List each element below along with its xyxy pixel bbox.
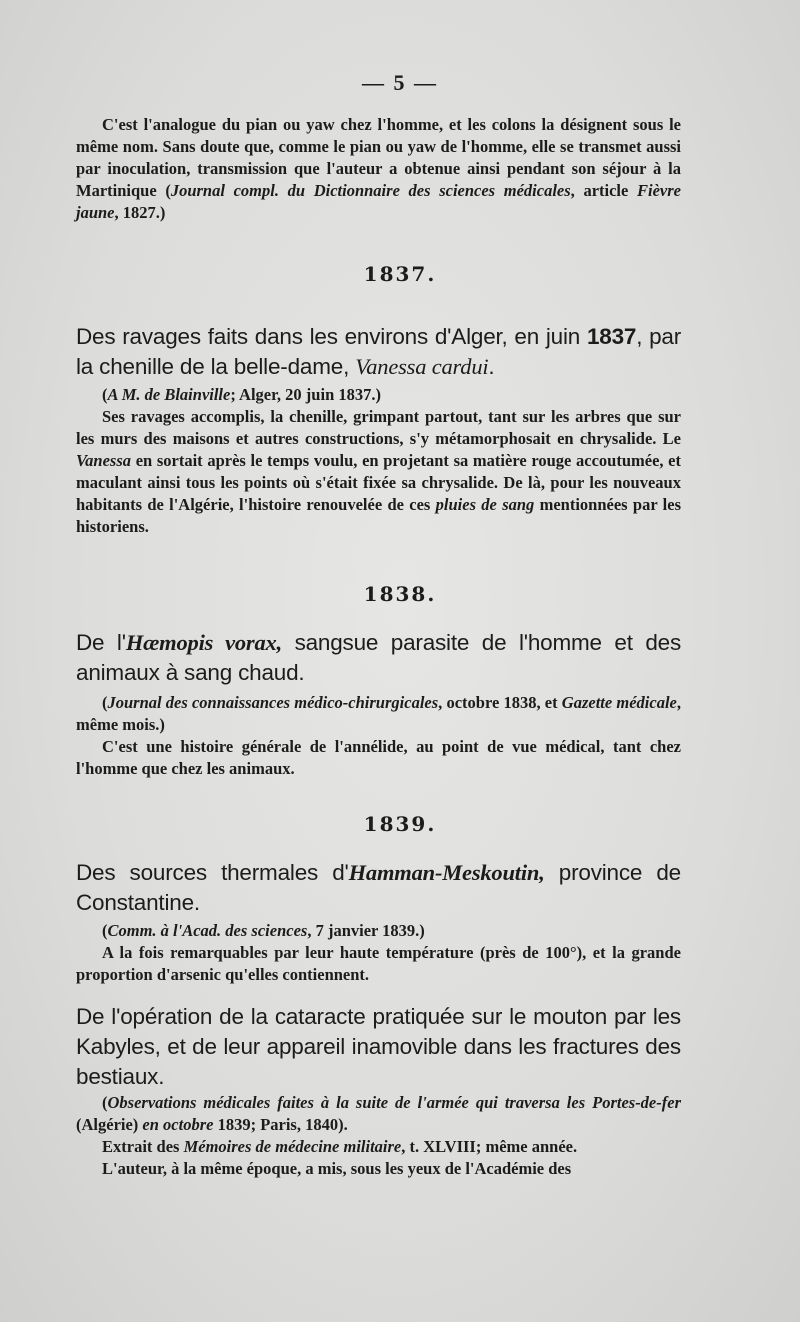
page-number: — 5 —	[362, 70, 438, 95]
entry-title-text-2: sangsue parasite de l'homme et des animaux à sang chaud.	[76, 630, 682, 685]
entry-title-1839-a	[76, 858, 681, 918]
intro-text: C'est l'analogue du pian ou yaw chez l'homme, et les colons la désignent sous le même nom. Sans doute que, comme le pian ou yaw de l'homme, elle se transmet aussi par inoculation, transmission que l'auteur a obtenue ainsi pendant son séjour à la Martinique (	[76, 115, 681, 200]
entry-title-place: Hamman-Meskoutin,	[348, 860, 545, 885]
entry-reference-recipient: A M. de Blainville	[107, 385, 231, 404]
ref-paren: (	[102, 385, 108, 404]
entry-reference-text: (Algérie)	[76, 1115, 143, 1134]
year-heading-1837: 1837.	[363, 262, 437, 286]
entry-body-text-2: , t. XLVIII; même année.	[401, 1137, 578, 1156]
entry-reference-date: en octobre	[142, 1115, 214, 1134]
intro-text-2: , article	[570, 181, 638, 200]
year-heading-1839: 1839.	[363, 812, 437, 836]
entry-reference-text: ; Alger, 20 juin 1837.)	[230, 385, 381, 404]
entry-body-memoires: Mémoires de médecine militaire	[183, 1137, 402, 1156]
entry-body-text-3: mentionnées par les historiens.	[76, 495, 682, 536]
entry-reference-comm: Comm. à l'Acad. des sciences	[107, 921, 308, 940]
entry-reference-text: , 7 janvier 1839.)	[307, 921, 425, 940]
entry-body-genus: Vanessa	[76, 451, 132, 470]
entry-reference-observations: Observations médicales faites à la suite de l'armée qui traversa les Portes-de-fer	[107, 1093, 681, 1112]
year-heading-1838: 1838.	[363, 582, 437, 606]
entry-body-term: pluies de sang	[435, 495, 535, 514]
entry-body-1838	[76, 692, 681, 780]
entry-body-text-2: en sortait après le temps voulu, en projetant sa matière rouge accoutumée, et maculant ainsi tous les points où s'était fixée sa chrysalide. De là, pour les nouveaux habitants de l'Algérie, l'histoire renouvelée de ces	[76, 451, 681, 514]
entry-reference-gazette: Gazette médicale	[561, 693, 677, 712]
entry-body-text: Ses ravages accomplis, la chenille, grimpant partout, tant sur les arbres que sur les murs des maisons et autres constructions, s'y métamorphosait en chrysalide. Le	[76, 407, 681, 448]
intro-text-3: , 1827.)	[114, 203, 166, 222]
entry-body-text: Extrait des	[102, 1137, 184, 1156]
intro-paragraph	[76, 114, 681, 224]
intro-article-title: Fièvre jaune	[76, 181, 681, 222]
entry-reference-text-2: , même mois.)	[76, 693, 681, 734]
entry-body-1839-b	[76, 1092, 681, 1180]
entry-title-1838	[76, 628, 681, 688]
ref-paren: (	[102, 693, 108, 712]
entry-title-text-2: , par la chenille de la belle-dame,	[76, 324, 681, 379]
entry-title-text: Des sources thermales d'	[76, 860, 349, 885]
entry-title-1837	[76, 322, 681, 382]
entry-title-text: De l'opération de la cataracte pratiquée sur le mouton par les Kabyles, et de leur appareil inamovible dans les fractures des bestiaux.	[76, 1004, 681, 1089]
entry-title-text-3: .	[488, 354, 495, 379]
entry-reference-text-2: 1839; Paris, 1840).	[213, 1115, 348, 1134]
entry-body-text: A la fois remarquables par leur haute température (près de 100°), et la grande proportion d'arsenic qu'elles contiennent.	[76, 943, 681, 984]
entry-title-year: 1837	[586, 324, 637, 349]
entry-title-species: Vanessa cardui	[355, 354, 489, 379]
entry-reference-journal: Journal des connaissances médico-chirurgicales	[107, 693, 439, 712]
entry-body-text: C'est une histoire générale de l'annélide, au point de vue médical, tant chez l'homme que chez les animaux.	[76, 737, 681, 778]
entry-reference-text: , octobre 1838, et	[438, 693, 562, 712]
entry-body-1837	[76, 384, 681, 538]
entry-body-1839-a	[76, 920, 681, 986]
entry-title-text: De l'	[76, 630, 126, 655]
entry-title-text: Des ravages faits dans les environs d'Alger, en juin	[76, 324, 587, 349]
entry-title-species: Hæmopis vorax,	[125, 630, 283, 655]
entry-title-text-2: province de Constantine.	[76, 860, 681, 915]
ref-paren: (	[102, 1093, 108, 1112]
intro-journal-title: Journal compl. du Dictionnaire des sciences médicales	[170, 181, 571, 200]
entry-title-1839-b	[76, 1002, 681, 1092]
entry-body-text-3: L'auteur, à la même époque, a mis, sous les yeux de l'Académie des	[102, 1159, 572, 1178]
ref-paren: (	[102, 921, 108, 940]
